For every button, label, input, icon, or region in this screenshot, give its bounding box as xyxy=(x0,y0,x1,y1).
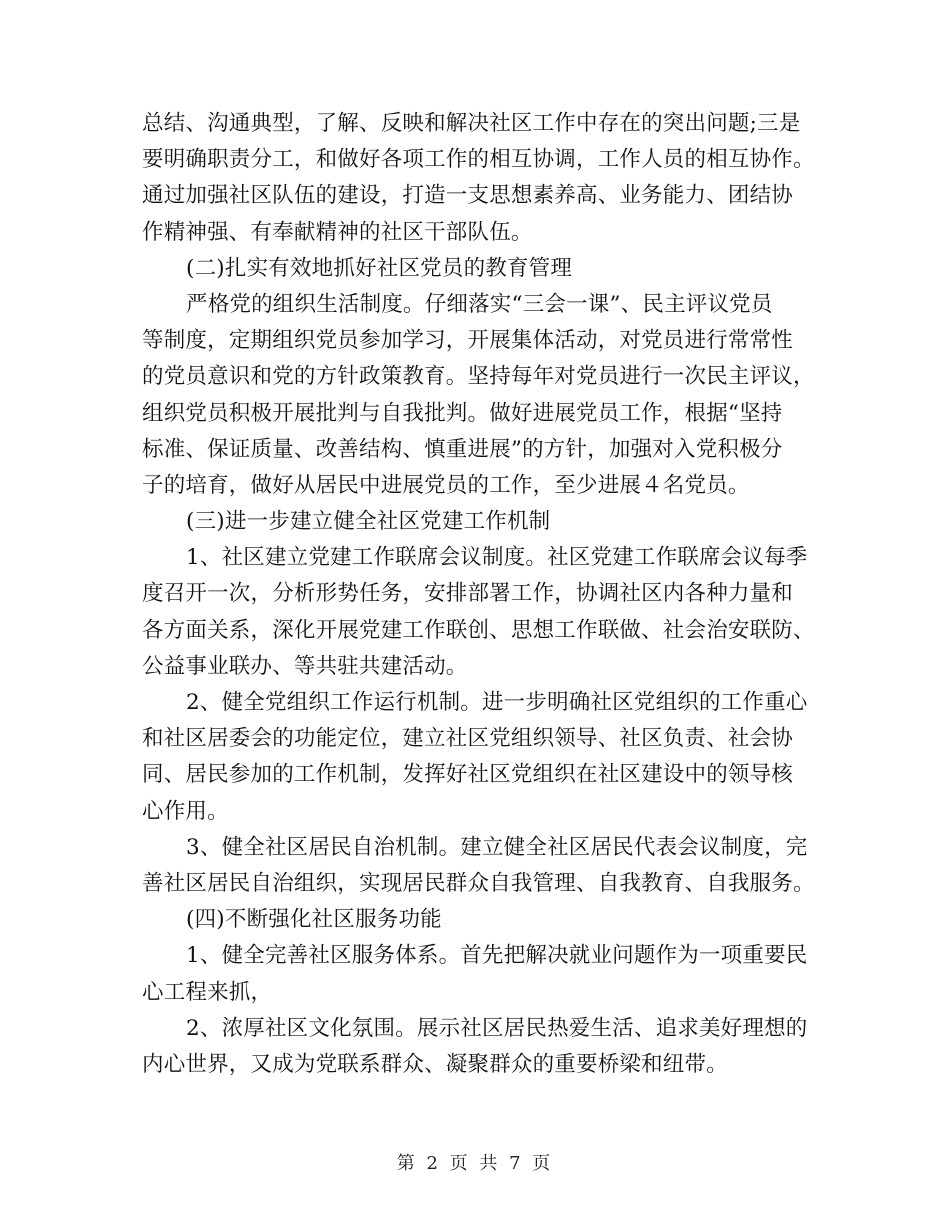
text-line: 公益事业联办、等共驻共建活动。 xyxy=(142,653,468,679)
text-line: 作精神强、有奉献精神的社区干部队伍。 xyxy=(142,219,533,245)
text-line: 组织党员积极开展批判与自我批判。做好进展党员工作，根据“坚持 xyxy=(142,400,783,426)
text-line: 2、健全党组织工作运行机制。进一步明确社区党组织的工作重心 xyxy=(186,690,808,715)
text-line: 3、健全社区居民自治机制。建立健全社区居民代表会议制度，完 xyxy=(186,834,808,860)
document-body xyxy=(142,106,815,1083)
text-line: 等制度，定期组织党员参加学习，开展集体活动，对党员进行常常性 xyxy=(142,328,794,354)
text-line: 同、居民参加的工作机制，发挥好社区党组织在社区建设中的领导核 xyxy=(142,762,794,788)
text-line: 严格党的组织生活制度。仔细落实“三会一课”、民主评议党员 xyxy=(186,291,773,317)
text-line: 子的培育，做好从居民中进展党员的工作，至少进展４名党员。 xyxy=(142,472,750,498)
text-line: 善社区居民自治组织，实现居民群众自我管理、自我教育、自我服务。 xyxy=(142,870,815,896)
text-line: 1、社区建立党建工作联席会议制度。社区党建工作联席会议每季 xyxy=(186,545,808,571)
page-number-footer: 第 2 页 共 7 页 xyxy=(396,1153,554,1174)
text-line: 2、浓厚社区文化氛围。展示社区居民热爱生活、追求美好理想的 xyxy=(186,1015,808,1041)
text-line: (四)不断强化社区服务功能 xyxy=(186,907,442,933)
text-line: 内心世界，又成为党联系群众、凝聚群众的重要桥梁和纽带。 xyxy=(142,1051,728,1077)
text-line: 要明确职责分工，和做好各项工作的相互协调，工作人员的相互协作。 xyxy=(142,147,815,173)
text-line: (二)扎实有效地抓好社区党员的教育管理 xyxy=(186,255,573,281)
text-line: 心作用。 xyxy=(142,798,229,824)
text-line: 和社区居委会的功能定位，建立社区党组织领导、社区负责、社会协 xyxy=(142,726,794,752)
text-line: 1、健全完善社区服务体系。首先把解决就业问题作为一项重要民 xyxy=(186,943,808,969)
text-line: 通过加强社区队伍的建设，打造一支思想素养高、业务能力、团结协 xyxy=(142,183,794,209)
text-line: 各方面关系，深化开展党建工作联创、思想工作联做、社会治安联防、 xyxy=(142,617,815,643)
text-line: 标准、保证质量、改善结构、慎重进展”的方针，加强对入党积极分 xyxy=(142,436,783,462)
text-line: 总结、沟通典型，了解、反映和解决社区工作中存在的突出问题;三是 xyxy=(142,111,801,136)
text-line: (三)进一步建立健全社区党建工作机制 xyxy=(186,509,551,535)
text-line: 度召开一次，分析形势任务，安排部署工作，协调社区内各种力量和 xyxy=(142,581,794,607)
text-line: 的党员意识和党的方针政策教育。坚持每年对党员进行一次民主评议， xyxy=(142,364,815,390)
text-line: 心工程来抓， xyxy=(142,979,273,1005)
